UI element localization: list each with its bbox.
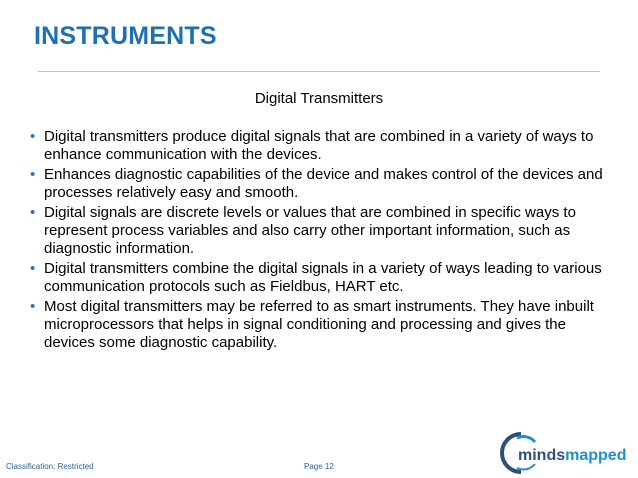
bullet-text: Digital transmitters produce digital signals that are combined in a variety of ways to enhance communication with the devices. <box>44 128 594 163</box>
bullet-icon: • <box>30 166 36 183</box>
bullet-icon: • <box>30 128 36 145</box>
bullet-icon: • <box>30 298 36 315</box>
bullet-text: Digital signals are discrete levels or values that are combined in specific ways to represent process variables and also carry other important information, such as diagnostic information. <box>44 204 576 257</box>
bullet-item <box>30 166 615 202</box>
logo-text: mindsmapped <box>518 447 627 464</box>
slide-subtitle: Digital Transmitters <box>254 90 384 107</box>
slide-title: INSTRUMENTS <box>34 22 217 50</box>
bullet-text: Most digital transmitters may be referred to as smart instruments. They have inbuilt microprocessors that helps in signal conditioning and processing and gives the devices some diagnostic capability. <box>44 298 594 351</box>
bullet-item <box>30 128 615 164</box>
bullet-text: Enhances diagnostic capabilities of the device and makes control of the devices and processes relatively easy and smooth. <box>44 166 603 201</box>
footer-classification: Classification: Restricted <box>6 462 94 471</box>
bullet-text: Digital transmitters combine the digital signals in a variety of ways leading to various communication protocols such as Fieldbus, HART etc. <box>44 260 602 295</box>
footer-page-number: Page 12 <box>304 462 334 471</box>
bullet-icon: • <box>30 204 36 221</box>
mindsmapped-logo-icon <box>497 430 631 476</box>
title-divider <box>38 71 600 72</box>
bullet-item <box>30 204 615 258</box>
bullet-list <box>30 128 615 354</box>
bullet-item <box>30 298 615 352</box>
bullet-icon: • <box>30 260 36 277</box>
bullet-item <box>30 260 615 296</box>
